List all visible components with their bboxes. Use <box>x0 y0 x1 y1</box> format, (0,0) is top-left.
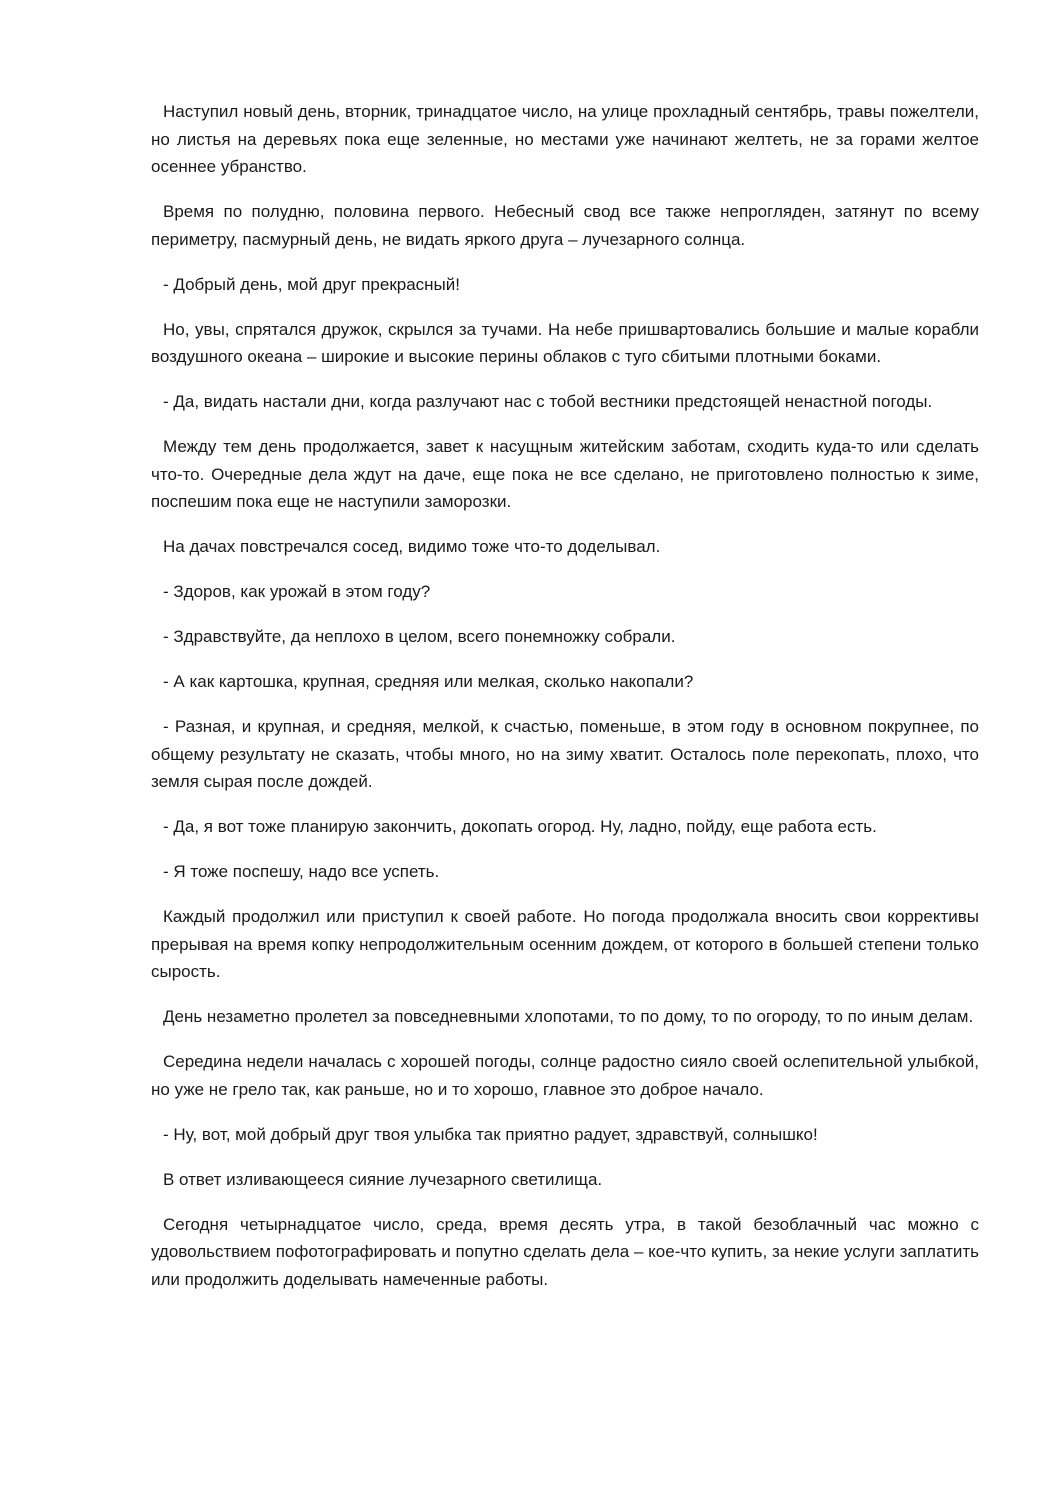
paragraph-9: - Здравствуйте, да неплохо в целом, всего понемножку собрали. <box>163 627 676 646</box>
paragraph-13: - Я тоже поспешу, надо все успеть. <box>163 862 440 881</box>
paragraph-19: Сегодня четырнадцатое число, среда, время десять утра, в такой безоблачный час можно с удовольствием пофотографировать и попутно сделать дела – кое-что купить, за некие услуги заплатить или продолжить доделывать намеченные работы. <box>151 1214 979 1289</box>
paragraph-17: - Ну, вот, мой добрый друг твоя улыбка так приятно радует, здравствуй, солнышко! <box>163 1124 818 1144</box>
paragraph-14: Каждый продолжил или приступил к своей работе. Но погода продолжала вносить свои коррективы прерывая на время копку непродолжительным осенним дождем, от которого в большей степени только сырость. <box>151 907 979 981</box>
paragraph-1: Наступил новый день, вторник, тринадцатое число, на улице прохладный сентябрь, травы пожелтели, но листья на деревьях пока еще зеленные, но местами уже начинают желтеть, не за горами желтое осеннее убранство. <box>151 102 979 176</box>
paragraph-4: Но, увы, спрятался дружок, скрылся за тучами. На небе пришвартовались большие и малые корабли воздушного океана – широкие и высокие перины облаков с туго сбитыми плотными боками. <box>151 319 979 366</box>
paragraph-5: - Да, видать настали дни, когда разлучают нас с тобой вестники предстоящей ненастной погоды. <box>163 392 933 411</box>
paragraph-18: В ответ изливающееся сияние лучезарного светилища. <box>163 1169 603 1189</box>
paragraph-3: - Добрый день, мой друг прекрасный! <box>163 274 460 294</box>
paragraph-2: Время по полудню, половина первого. Небесный свод все также непрогляден, затянут по всему периметру, пасмурный день, не видать яркого друга – лучезарного солнца. <box>151 202 979 249</box>
paragraph-16: Середина недели началась с хорошей погоды, солнце радостно сияло своей ослепительной улыбкой, но уже не грело так, как раньше, но и то хорошо, главное это доброе начало. <box>151 1052 979 1099</box>
document-body <box>151 98 979 1293</box>
paragraph-6: Между тем день продолжается, завет к насущным житейским заботам, сходить куда-то или сделать что-то. Очередные дела ждут на даче, еще пока не все сделано, не приготовлено полностью к зиме, поспешим пока еще не наступили заморозки. <box>151 437 979 511</box>
paragraph-11: - Разная, и крупная, и средняя, мелкой, к счастью, поменьше, в этом году в основном покрупнее, по общему результату не сказать, чтобы много, но на зиму хватит. Осталось поле перекопать, плохо, что земля сырая после дождей. <box>151 717 979 791</box>
paragraph-7: На дачах повстречался сосед, видимо тоже что-то доделывал. <box>163 537 661 556</box>
paragraph-8: - Здоров, как урожай в этом году? <box>163 582 431 601</box>
paragraph-15: День незаметно пролетел за повседневными хлопотами, то по дому, то по огороду, то по иным делам. <box>163 1007 974 1026</box>
paragraph-10: - А как картошка, крупная, средняя или мелкая, сколько накопали? <box>163 672 694 691</box>
paragraph-12: - Да, я вот тоже планирую закончить, докопать огород. Ну, ладно, пойду, еще работа есть. <box>163 817 877 836</box>
